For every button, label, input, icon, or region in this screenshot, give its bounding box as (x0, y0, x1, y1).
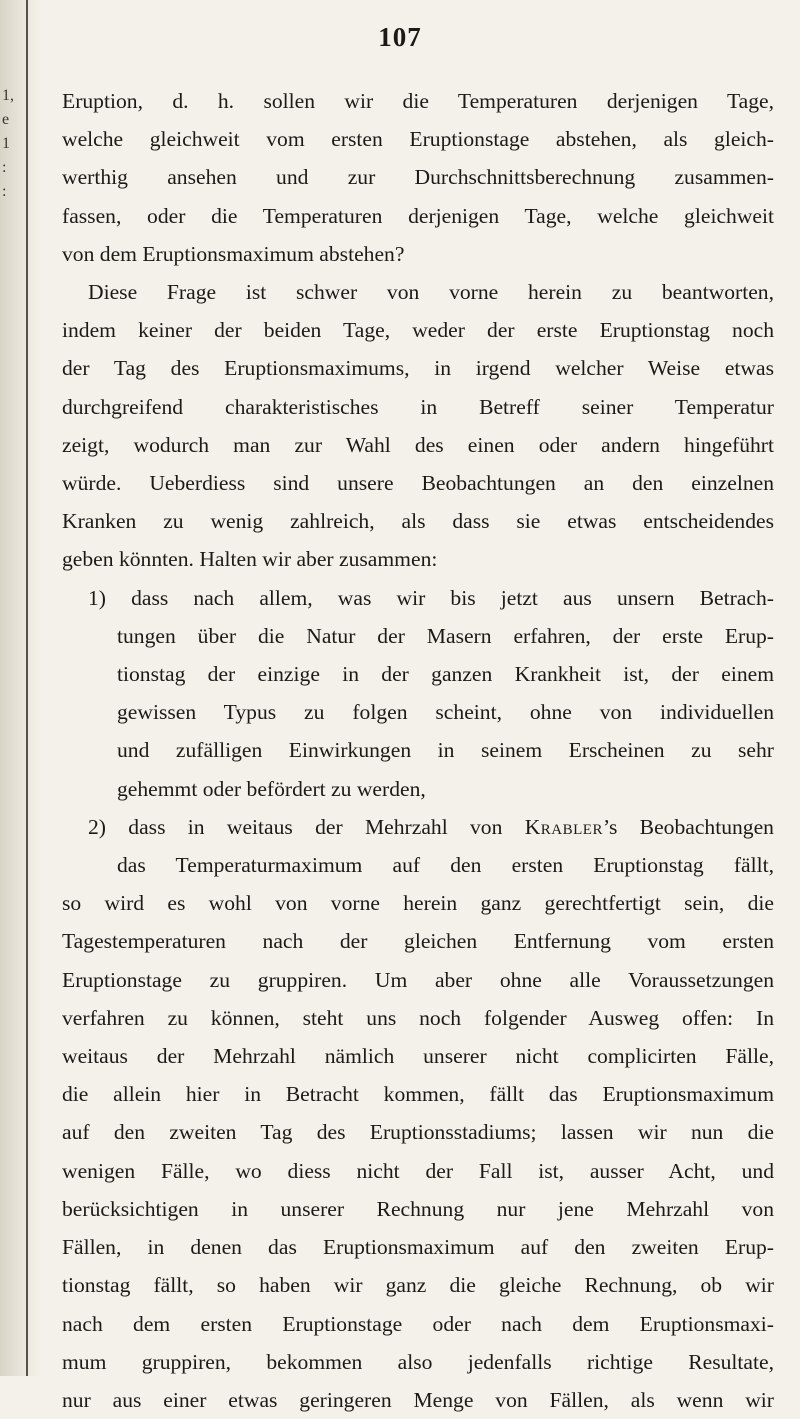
text-line: Diese Frage ist schwer von vorne herein zu beantworten, (88, 280, 774, 305)
text-line: nur aus einer etwas geringeren Menge von Fällen, als wenn wir (62, 1387, 774, 1412)
list-item-line: gehemmt oder befördert zu werden, (117, 776, 426, 801)
text-line: indem keiner der beiden Tage, weder der erste Eruptionstag noch (62, 318, 774, 343)
binding-edge-line (26, 0, 28, 1376)
text-line: Eruption, d. h. sollen wir die Temperaturen derjenigen Tage, (62, 89, 774, 113)
text-line: würde. Ueberdiess sind unsere Beobachtungen an den einzelnen (62, 471, 774, 496)
text-line: weitaus der Mehrzahl nämlich unserer nicht complicirten Fälle, (62, 1044, 774, 1069)
author-name: Krabler (524, 814, 603, 839)
text-line: Fällen, in denen das Eruptionsmaximum auf den zweiten Erup- (62, 1235, 774, 1260)
page-gutter (0, 0, 40, 1376)
page-number: 107 (378, 22, 422, 52)
text-line: geben könnten. Halten wir aber zusammen: (62, 547, 438, 572)
text-line: verfahren zu können, steht uns noch folgender Ausweg offen: In (62, 1005, 774, 1030)
text-line: welche gleichweit vom ersten Eruptionstage abstehen, als gleich- (62, 127, 774, 152)
list-item-line: das Temperaturmaximum auf den ersten Eruptionstag fällt, (117, 853, 774, 878)
text-line: berücksichtigen in unserer Rechnung nur jene Mehrzahl von (62, 1196, 774, 1221)
list-item-line: tionstag der einzige in der ganzen Krankheit ist, der einem (117, 662, 774, 687)
list-item-line: 1) dass nach allem, was wir bis jetzt aus unsern Betrach- (88, 585, 774, 610)
text-line: so wird es wohl von vorne herein ganz gerechtfertigt sein, die (62, 891, 774, 916)
text-line: mum gruppiren, bekommen also jedenfalls richtige Resultate, (62, 1349, 774, 1374)
text-line: von dem Eruptionsmaximum abstehen? (62, 241, 405, 266)
list-item-line: gewissen Typus zu folgen scheint, ohne von individuellen (117, 700, 774, 725)
text-line: wenigen Fälle, wo diess nicht der Fall ist, ausser Acht, und (62, 1158, 774, 1183)
text-line: Kranken zu wenig zahlreich, als dass sie etwas entscheidendes (62, 509, 774, 534)
text-line: auf den zweiten Tag des Eruptionsstadiums; lassen wir nun die (62, 1120, 774, 1145)
gutter-marks: 1, e 1 : : (2, 87, 14, 200)
list-item-text: 2) dass in weitaus der Mehrzahl von (88, 814, 525, 839)
text-line: nach dem ersten Eruptionstage oder nach dem Eruptionsmaxi- (62, 1311, 774, 1336)
list-item-line (62, 808, 774, 846)
text-line: Eruptionstage zu gruppiren. Um aber ohne alle Voraussetzungen (62, 967, 774, 992)
list-item-line: und zufälligen Einwirkungen in seinem Erscheinen zu sehr (117, 738, 774, 763)
text-line: tionstag fällt, so haben wir ganz die gleiche Rechnung, ob wir (62, 1273, 774, 1298)
text-line: Tagestemperaturen nach der gleichen Entfernung vom ersten (62, 929, 774, 954)
text-line: durchgreifend charakteristisches in Betreff seiner Temperatur (62, 394, 774, 419)
text-line: fassen, oder die Temperaturen derjenigen Tage, welche gleichweit (62, 203, 774, 228)
text-line: die allein hier in Betracht kommen, fällt das Eruptionsmaximum (62, 1082, 774, 1107)
list-item-line: tungen über die Natur der Masern erfahren, der erste Erup- (117, 623, 774, 648)
text-line: der Tag des Eruptionsmaximums, in irgend welcher Weise etwas (62, 356, 774, 381)
text-line: werthig ansehen und zur Durchschnittsberechnung zusammen- (62, 165, 774, 190)
body-text (62, 82, 774, 1419)
list-item-text: ’s Beobachtungen (602, 814, 774, 839)
text-line: zeigt, wodurch man zur Wahl des einen oder andern hingeführt (62, 432, 774, 457)
